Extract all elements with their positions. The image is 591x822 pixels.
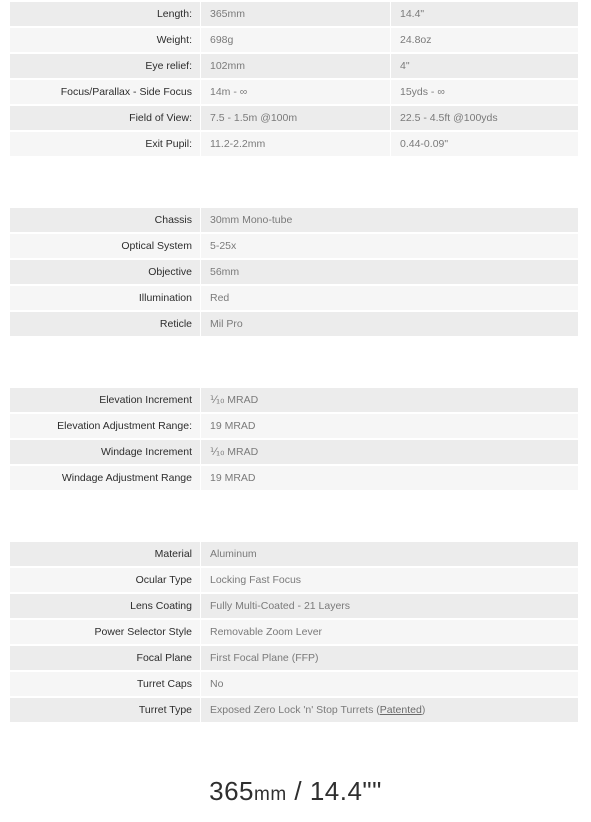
dimensions-table <box>10 2 578 158</box>
spec-value-imperial: 0.44-0.09" <box>400 138 449 150</box>
table-row <box>10 542 578 566</box>
spec-value: ⅒ MRAD <box>210 394 259 406</box>
turret-type-suffix: ) <box>421 704 426 716</box>
table-row <box>10 132 578 156</box>
table-row <box>10 594 578 618</box>
spec-value: 19 MRAD <box>210 420 256 432</box>
adjustment-table <box>10 388 578 492</box>
spec-value: ⅒ MRAD <box>210 446 259 458</box>
spec-label: Windage Adjustment Range <box>61 472 192 484</box>
table-row <box>10 286 578 310</box>
spec-label: Illumination <box>138 292 192 304</box>
spec-value: Removable Zoom Lever <box>210 626 323 638</box>
spec-value-imperial: 15yds - ∞ <box>400 86 445 98</box>
spec-label: Power Selector Style <box>94 626 192 638</box>
spec-label: Weight: <box>156 34 192 46</box>
table-row <box>10 698 578 722</box>
spec-value-metric: 102mm <box>210 60 246 72</box>
spec-value-metric: 365mm <box>210 8 246 20</box>
spec-value: First Focal Plane (FFP) <box>210 652 319 664</box>
table-row <box>10 234 578 258</box>
table-row <box>10 466 578 490</box>
spec-value: 19 MRAD <box>210 472 256 484</box>
spec-label: Reticle <box>159 318 192 330</box>
spec-label: Focal Plane <box>136 652 192 664</box>
optics-table <box>10 208 578 338</box>
spec-label: Material <box>154 548 192 560</box>
spec-value-imperial: 14.4" <box>400 8 425 20</box>
table-row <box>10 568 578 592</box>
table-row <box>10 208 578 232</box>
table-row <box>10 28 578 52</box>
spec-label: Objective <box>148 266 192 278</box>
spec-label: Elevation Adjustment Range: <box>57 420 192 432</box>
spec-value-imperial: 24.8oz <box>400 34 432 46</box>
spec-value-metric: 14m - ∞ <box>210 86 248 98</box>
turret-type-prefix: Exposed Zero Lock 'n' Stop Turrets ( <box>210 704 380 716</box>
table-row <box>10 106 578 130</box>
spec-label: Elevation Increment <box>99 394 192 406</box>
spec-value <box>201 698 578 722</box>
spec-value: Mil Pro <box>210 318 243 330</box>
spec-value: Locking Fast Focus <box>210 574 302 586</box>
table-row <box>10 620 578 644</box>
spec-label: Chassis <box>154 214 192 226</box>
spec-label: Turret Caps <box>136 678 192 690</box>
spec-label: Focus/Parallax - Side Focus <box>60 86 192 98</box>
table-row <box>10 440 578 464</box>
table-row <box>10 2 578 26</box>
spec-value-metric: 698g <box>210 34 234 46</box>
spec-value-metric: 11.2-2.2mm <box>210 138 266 150</box>
spec-label: Lens Coating <box>130 600 192 612</box>
construction-table <box>10 542 578 724</box>
table-row <box>10 312 578 336</box>
spec-value: Aluminum <box>210 548 257 560</box>
spec-value-metric: 7.5 - 1.5m @100m <box>210 112 298 124</box>
size-metric-unit: mm <box>254 784 287 805</box>
size-separator: / <box>286 776 310 806</box>
table-row <box>10 260 578 284</box>
table-row <box>10 388 578 412</box>
spec-value: 30mm Mono-tube <box>210 214 293 226</box>
patented-link[interactable]: Patented <box>379 704 422 716</box>
spec-value: No <box>210 678 224 690</box>
spec-label: Exit Pupil: <box>145 138 192 150</box>
spec-value: Red <box>210 292 230 304</box>
spec-label: Optical System <box>121 240 192 252</box>
table-row <box>10 80 578 104</box>
spec-label: Ocular Type <box>135 574 192 586</box>
spec-value: 5-25x <box>210 240 237 252</box>
spec-value: Fully Multi-Coated - 21 Layers <box>210 600 351 612</box>
spec-label: Windage Increment <box>100 446 192 458</box>
size-metric-number: 365 <box>209 776 254 806</box>
spec-label: Eye relief: <box>145 60 192 72</box>
size-imperial: 14.4"" <box>309 776 382 806</box>
table-row <box>10 646 578 670</box>
spec-value: 56mm <box>210 266 240 278</box>
spec-label: Turret Type <box>138 704 192 716</box>
table-row <box>10 672 578 696</box>
spec-label: Field of View: <box>129 112 192 124</box>
size-headline <box>0 776 591 807</box>
table-row <box>10 54 578 78</box>
spec-value-imperial: 4" <box>400 60 410 72</box>
spec-label: Length: <box>156 8 192 20</box>
spec-value-imperial: 22.5 - 4.5ft @100yds <box>400 112 498 124</box>
table-row <box>10 414 578 438</box>
